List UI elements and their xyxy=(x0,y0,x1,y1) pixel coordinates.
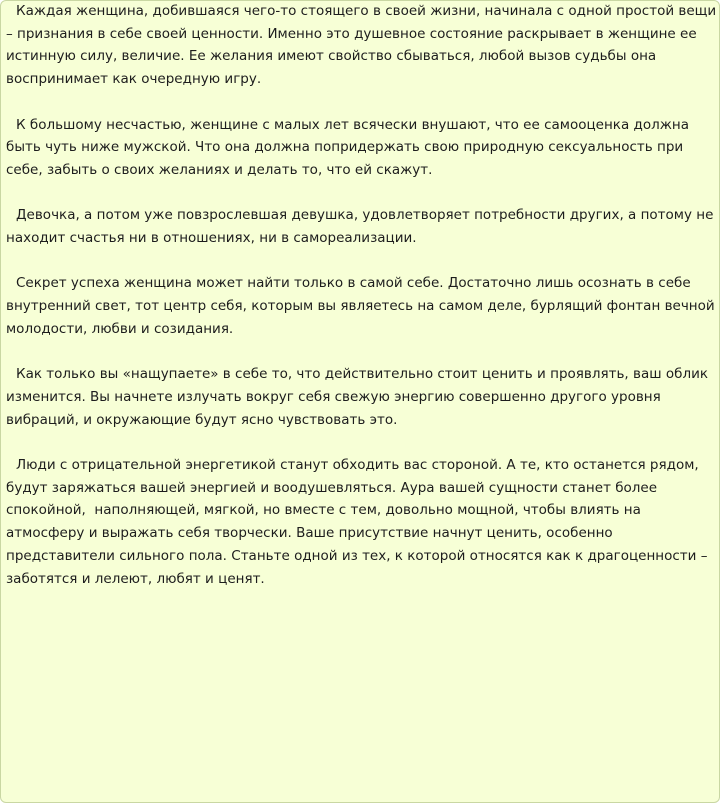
paragraph-6: Люди с отрицательной энергетикой станут обходить вас стороной. А те, кто останется рядом, будут заряжаться вашей энергией и воодушевляться. Аура вашей сущности станет более спокойной, наполняющей, мягкой, но вместе с тем, довольно мощной, чтобы влиять на атмосферу и выражать себя творчески. Ваше присутствие начнут ценить, особенно представители сильного пола. Станьте одной из тех, к которой относятся как к драгоценности – заботятся и лелеют, любят и ценят. xyxy=(6,456,712,587)
paragraph-3: Девочка, а потом уже повзрослевшая девушка, удовлетворяет потребности других, а потому не находит счастья ни в отношениях, ни в самореализации. xyxy=(6,207,718,246)
paragraph-2: К большому несчастью, женщине с малых лет всячески внушают, что ее самооценка должна быть чуть ниже мужской. Что она должна попридержать свою природную сексуальность при себе, забыть о своих желаниях и делать то, что ей скажут. xyxy=(6,116,694,178)
paragraph-4: Секрет успеха женщина может найти только в самой себе. Достаточно лишь осознать в себе внутренний свет, тот центр себя, которым вы являетесь на самом деле, бурлящий фонтан вечной молодости, любви и созидания. xyxy=(6,275,719,337)
paragraph-5: Как только вы «нащупаете» в себе то, что действительно стоит ценить и проявлять, ваш облик изменится. Вы начнете излучать вокруг себя свежую энергию совершенно другого уровня вибраций, и окружающие будут ясно чувствовать это. xyxy=(6,366,713,428)
paragraph-1: Каждая женщина, добившаяся чего-то стоящего в своей жизни, начинала с одной простой вещи – признания в себе своей ценности. Именно это душевное состояние раскрывает в женщине ее истинную силу, величие. Ее желания имеют свойство сбываться, любой вызов судьбы она воспринимает как очередную игру. xyxy=(6,3,721,88)
article-text xyxy=(6,0,721,613)
